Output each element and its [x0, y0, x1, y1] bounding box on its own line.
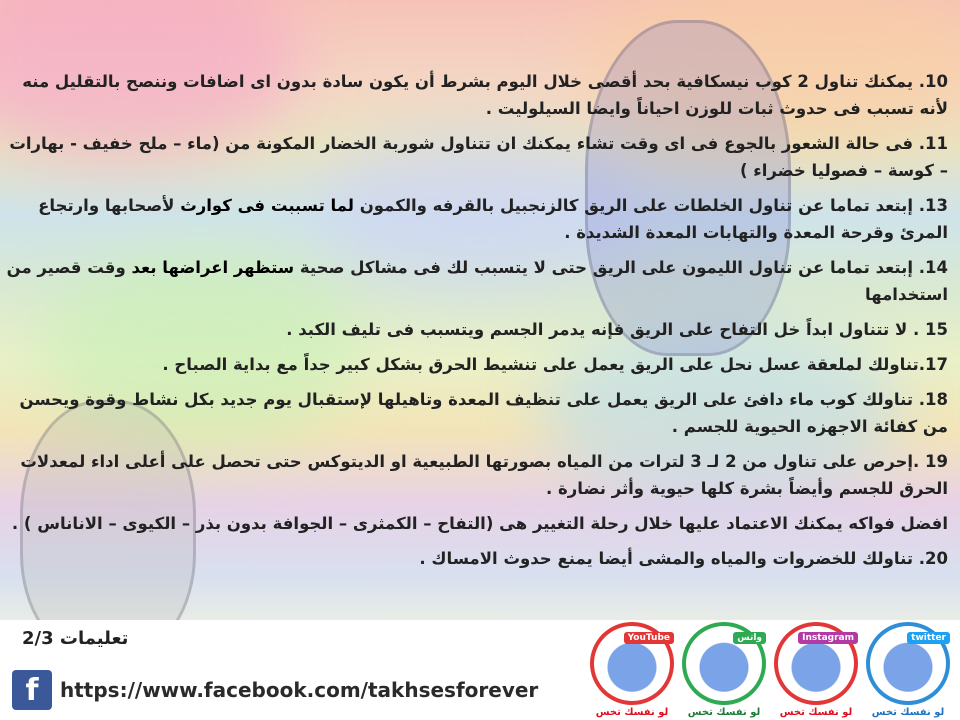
page-label: تعليمات 2/3 — [22, 628, 129, 649]
badge-whatsapp[interactable] — [682, 622, 766, 718]
badge-youtube[interactable] — [590, 622, 674, 718]
instruction-14 — [0, 254, 948, 308]
youtube-tag: YouTube — [624, 632, 674, 644]
badge-twitter[interactable] — [866, 622, 950, 718]
instruction-19: 19 .إحرص على تناول من 2 لـ 3 لترات من المياه بصورتها الطبيعية او الديتوكس حتى تحصل على أعلى اداء لمعدلات الحرق للجسم وأيضاً بشرة كلها حيوية وأثر نضارة . — [20, 452, 948, 498]
instruction-13-text-after: لأصحابها وارتجاع المرئ وقرحة المعدة والتهابات المعدة الشديدة . — [38, 196, 948, 242]
twitter-badge-icon — [866, 622, 950, 705]
instruction-10: 10. يمكنك تناول 2 كوب نيسكافية بحد أقصى خلال اليوم بشرط أن يكون سادة بدون اى اضافات وننصح بالتقليل منه لأنه تسبب فى حدوث ثبات للوزن احياناً وايضا السيلوليت . — [22, 72, 948, 118]
instruction-14-text-after: وقت قصير من استخدامها — [6, 258, 948, 304]
instruction-20: 20. تناولك للخضروات والمياه والمشى أيضا يمنع حدوث الامساك . — [419, 549, 948, 568]
instruction-15: 15 . لا تتناول ابداً خل التفاح على الريق فإنه يدمر الجسم ويتسبب فى تليف الكبد . — [286, 320, 948, 339]
instruction-13-highlight: لما تسببت فى كوارث — [180, 196, 354, 215]
instagram-badge-icon — [774, 622, 858, 705]
facebook-icon[interactable]: f — [12, 670, 52, 710]
instruction-13-text: 13. إبتعد تماما عن تناول الخلطات على الريق كالزنجبيل بالقرفه والكمون — [353, 196, 948, 215]
badge-caption: لو نفسك تخس — [687, 707, 761, 718]
badge-caption: لو نفسك تخس — [595, 707, 669, 718]
facebook-url[interactable]: https://www.facebook.com/takhsesforever — [60, 678, 539, 702]
twitter-tag: twitter — [907, 632, 950, 644]
badge-caption: لو نفسك تخس — [871, 707, 945, 718]
instructions-list — [0, 68, 948, 580]
instruction-11: 11. فى حالة الشعور بالجوع فى اى وقت تشاء يمكنك ان تتناول شوربة الخضار المكونة من (ماء – ملح خفيف - بهارات – كوسة – فصوليا خضراء ) — [9, 134, 948, 180]
instruction-14-highlight: ستظهر اعراضها بعد — [131, 258, 295, 277]
instruction-fruits: افضل فواكه يمكنك الاعتماد عليها خلال رحلة التغيير هى (التفاح – الكمثرى – الجوافة بدون بذر – الكيوى – الاناناس ) . — [11, 514, 948, 533]
instagram-tag: Instagram — [798, 632, 858, 644]
youtube-badge-icon — [590, 622, 674, 705]
whatsapp-tag: واتس — [733, 632, 766, 644]
instruction-17: 17.تناولك لملعقة عسل نحل على الريق يعمل على تنشيط الحرق بشكل كبير جداً مع بداية الصباح . — [162, 355, 948, 374]
social-badges — [590, 622, 954, 718]
instruction-18: 18. تناولك كوب ماء دافئ على الريق يعمل على تنظيف المعدة وتاهيلها لإستقبال يوم جديد بكل نشاط وقوة ويحسن من كفائة الاجهزه الحيوية للجسم . — [19, 390, 948, 436]
facebook-link-row[interactable] — [12, 668, 538, 712]
badge-instagram[interactable] — [774, 622, 858, 718]
badge-caption: لو نفسك تخس — [779, 707, 853, 718]
whatsapp-badge-icon — [682, 622, 766, 705]
instruction-13 — [0, 192, 948, 246]
instruction-14-text: 14. إبتعد تماما عن تناول الليمون على الريق حتى لا يتسبب لك فى مشاكل صحية — [294, 258, 948, 277]
